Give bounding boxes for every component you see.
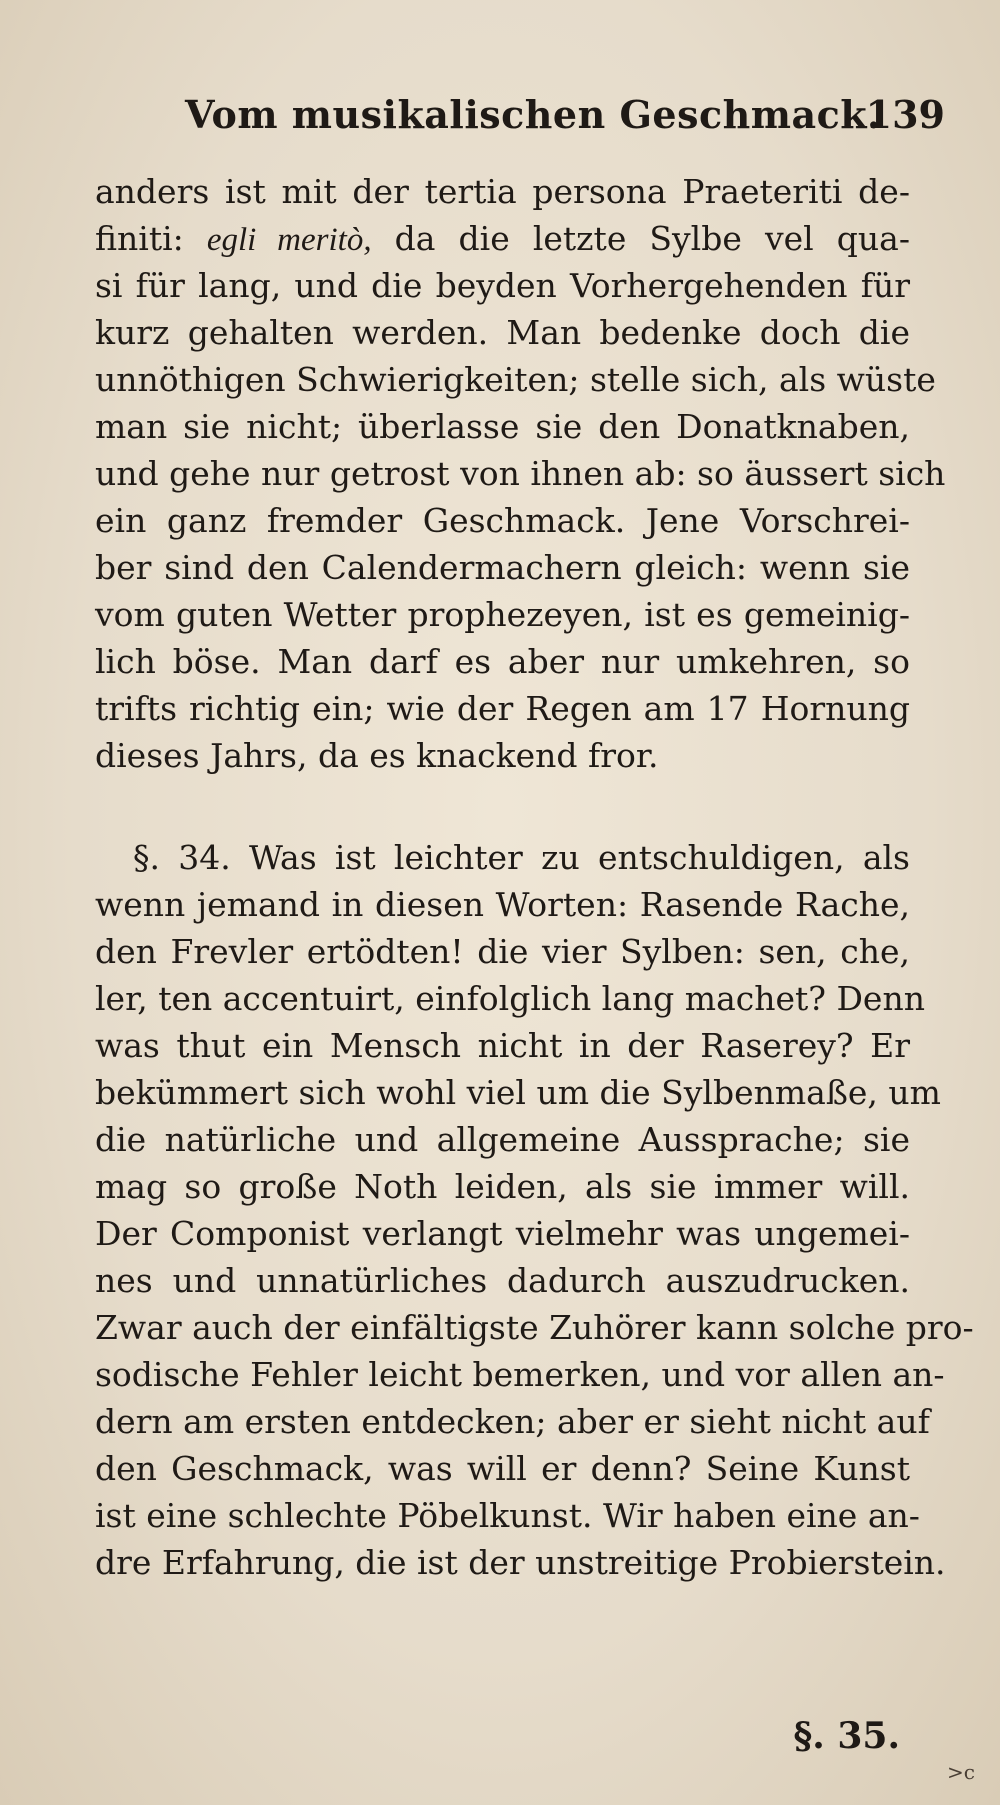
text-line: Der Componist verlangt vielmehr was ungemei- xyxy=(95,1214,910,1253)
text-line: den Frevler ertödten! die vier Sylben: sen, che, xyxy=(95,932,910,971)
text-line: den Geschmack, was will er denn? Seine Kunst xyxy=(95,1449,910,1488)
paragraph xyxy=(95,834,974,1586)
paragraph-spacer xyxy=(95,779,910,834)
text-line: §. 34. Was ist leichter zu entschuldigen, als xyxy=(133,838,910,877)
italic-phrase: egli meritò, xyxy=(206,222,372,258)
text-line: kurz gehalten werden. Man bedenke doch die xyxy=(95,313,910,352)
text-line: dieses Jahrs, da es knackend fror. xyxy=(95,736,659,775)
text-line: ist eine schlechte Pöbelkunst. Wir haben eine an- xyxy=(95,1496,920,1535)
text-line xyxy=(95,215,910,262)
text-line: nes und unnatürliches dadurch auszudrucken. xyxy=(95,1261,910,1300)
text-line: bekümmert sich wohl viel um die Sylbenmaße, um xyxy=(95,1073,941,1112)
running-head: Vom musikalischen Geschmack. xyxy=(185,92,881,137)
text-line: si für lang, und die beyden Vorhergehenden für xyxy=(95,266,910,305)
text-fragment: da die letzte Sylbe vel qua- xyxy=(371,219,910,258)
text-line: trifts richtig ein; wie der Regen am 17 Hornung xyxy=(95,689,910,728)
text-line: dern am ersten entdecken; aber er sieht nicht auf xyxy=(95,1402,930,1441)
text-fragment: finiti: xyxy=(95,219,207,258)
text-line: ler, ten accentuirt, einfolglich lang machet? Denn xyxy=(95,979,925,1018)
text-line: sodische Fehler leicht bemerken, und vor allen an- xyxy=(95,1355,945,1394)
text-line: unnöthigen Schwierigkeiten; stelle sich, als wüste xyxy=(95,360,936,399)
corner-mark: >c xyxy=(947,1760,975,1784)
text-line: vom guten Wetter prophezeyen, ist es gemeinig- xyxy=(95,595,910,634)
text-line: lich böse. Man darf es aber nur umkehren, so xyxy=(95,642,910,681)
page-number: 139 xyxy=(865,92,945,137)
text-line: was thut ein Mensch nicht in der Raserey? Er xyxy=(95,1026,910,1065)
text-line: ber sind den Calendermachern gleich: wenn sie xyxy=(95,548,910,587)
text-line: ein ganz fremder Geschmack. Jene Vorschrei- xyxy=(95,501,910,540)
catchword: §. 35. xyxy=(793,1715,900,1757)
body-text xyxy=(95,168,974,1586)
text-line: und gehe nur getrost von ihnen ab: so äussert sich xyxy=(95,454,946,493)
paragraph xyxy=(95,168,946,779)
text-line: anders ist mit der tertia persona Praeteriti de- xyxy=(95,172,910,211)
text-line: dre Erfahrung, die ist der unstreitige Probierstein. xyxy=(95,1543,946,1582)
text-line: die natürliche und allgemeine Aussprache; sie xyxy=(95,1120,910,1159)
text-line: Zwar auch der einfältigste Zuhörer kann solche pro- xyxy=(95,1308,974,1347)
page-header xyxy=(185,92,945,152)
text-line: mag so große Noth leiden, als sie immer will. xyxy=(95,1167,910,1206)
text-line: wenn jemand in diesen Worten: Rasende Rache, xyxy=(95,885,910,924)
text-line: man sie nicht; überlasse sie den Donatknaben, xyxy=(95,407,910,446)
